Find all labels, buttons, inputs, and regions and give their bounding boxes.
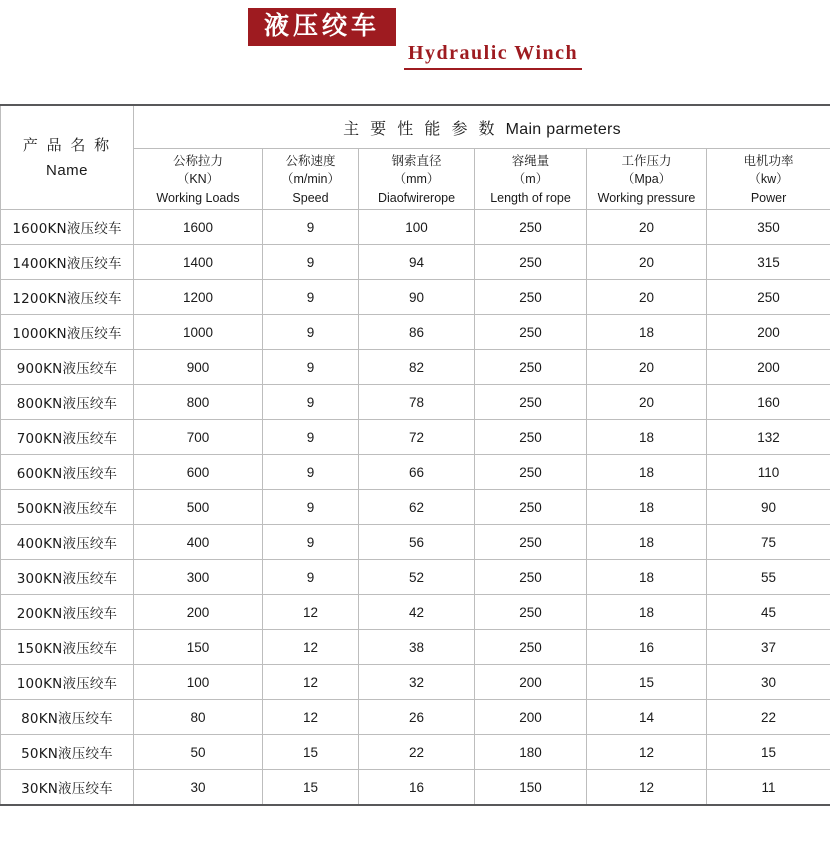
header-power-en: Power: [750, 190, 787, 205]
cell-product-name: 700KN液压绞车: [1, 420, 134, 455]
cell-product-name: 900KN液压绞车: [1, 350, 134, 385]
cell-product-name: 100KN液压绞车: [1, 665, 134, 700]
cell-speed: 12: [263, 595, 359, 630]
title-chinese-banner: [248, 8, 396, 46]
cell-speed: 9: [263, 210, 359, 245]
header-rope-diameter-cn: 钢索直径: [391, 152, 442, 168]
cell-rope-length: 250: [475, 245, 587, 280]
cell-rope-diameter: 90: [359, 280, 475, 315]
cell-working-loads: 30: [134, 770, 263, 806]
cell-working-pressure: 18: [587, 560, 707, 595]
cell-power: 45: [707, 595, 830, 630]
cell-working-loads: 300: [134, 560, 263, 595]
cell-power: 132: [707, 420, 830, 455]
cell-rope-length: 250: [475, 455, 587, 490]
cell-rope-length: 180: [475, 735, 587, 770]
cell-rope-length: 250: [475, 630, 587, 665]
cell-rope-diameter: 78: [359, 385, 475, 420]
header-speed: [263, 149, 359, 210]
header-product-name: [1, 105, 134, 210]
cell-product-name: 600KN液压绞车: [1, 455, 134, 490]
table-row: [1, 630, 830, 665]
cell-product-name: 200KN液压绞车: [1, 595, 134, 630]
header-rope-length-cn: 容绳量: [511, 152, 550, 168]
cell-power: 90: [707, 490, 830, 525]
cell-working-loads: 150: [134, 630, 263, 665]
header-product-name-cn: 产 品 名 称: [22, 135, 112, 154]
cell-product-name: 300KN液压绞车: [1, 560, 134, 595]
cell-product-name: 150KN液压绞车: [1, 630, 134, 665]
table-row: [1, 315, 830, 350]
cell-rope-diameter: 38: [359, 630, 475, 665]
cell-power: 11: [707, 770, 830, 806]
cell-working-pressure: 12: [587, 770, 707, 806]
table-row: [1, 700, 830, 735]
cell-rope-diameter: 82: [359, 350, 475, 385]
header-working-loads-unit: （KN）: [176, 171, 220, 186]
cell-speed: 9: [263, 350, 359, 385]
cell-power: 15: [707, 735, 830, 770]
cell-working-loads: 900: [134, 350, 263, 385]
cell-working-pressure: 12: [587, 735, 707, 770]
table-row: [1, 210, 830, 245]
header-power-unit: （kw）: [748, 171, 789, 186]
header-speed-en: Speed: [292, 190, 329, 205]
cell-working-pressure: 15: [587, 665, 707, 700]
cell-rope-diameter: 86: [359, 315, 475, 350]
cell-rope-length: 250: [475, 560, 587, 595]
header-power-cn: 电机功率: [743, 152, 794, 168]
cell-product-name: 1000KN液压绞车: [1, 315, 134, 350]
header-rope-length: [475, 149, 587, 210]
cell-rope-diameter: 94: [359, 245, 475, 280]
cell-working-loads: 700: [134, 420, 263, 455]
cell-power: 200: [707, 315, 830, 350]
cell-rope-length: 200: [475, 665, 587, 700]
header-rope-diameter-unit: （mm）: [393, 171, 440, 186]
cell-power: 350: [707, 210, 830, 245]
header-working-pressure-unit: （Mpa）: [621, 171, 672, 186]
cell-rope-diameter: 66: [359, 455, 475, 490]
header-product-name-en: Name: [45, 161, 88, 179]
header-main-parameters-en: Main parmeters: [505, 120, 621, 138]
table-header-row-top: [1, 105, 830, 149]
cell-rope-diameter: 62: [359, 490, 475, 525]
cell-rope-length: 250: [475, 595, 587, 630]
cell-working-pressure: 20: [587, 350, 707, 385]
spec-table: [0, 104, 830, 806]
cell-rope-diameter: 32: [359, 665, 475, 700]
cell-rope-diameter: 100: [359, 210, 475, 245]
cell-working-loads: 1400: [134, 245, 263, 280]
cell-working-loads: 800: [134, 385, 263, 420]
cell-speed: 9: [263, 315, 359, 350]
cell-working-pressure: 20: [587, 210, 707, 245]
cell-power: 250: [707, 280, 830, 315]
cell-rope-diameter: 16: [359, 770, 475, 806]
cell-working-loads: 80: [134, 700, 263, 735]
cell-product-name: 80KN液压绞车: [1, 700, 134, 735]
cell-speed: 9: [263, 455, 359, 490]
cell-working-pressure: 18: [587, 525, 707, 560]
cell-working-loads: 1200: [134, 280, 263, 315]
cell-working-pressure: 14: [587, 700, 707, 735]
cell-working-pressure: 20: [587, 280, 707, 315]
cell-rope-length: 200: [475, 700, 587, 735]
header-working-loads: [134, 149, 263, 210]
cell-working-pressure: 20: [587, 245, 707, 280]
header-rope-diameter-en: Diaofwirerope: [377, 190, 456, 205]
table-row: [1, 350, 830, 385]
header-working-loads-cn: 公称拉力: [172, 152, 223, 168]
cell-working-pressure: 18: [587, 595, 707, 630]
cell-speed: 15: [263, 735, 359, 770]
cell-working-loads: 200: [134, 595, 263, 630]
cell-working-pressure: 18: [587, 455, 707, 490]
cell-working-pressure: 18: [587, 420, 707, 455]
table-row: [1, 455, 830, 490]
cell-power: 160: [707, 385, 830, 420]
header-main-parameters: [134, 105, 830, 149]
cell-rope-length: 250: [475, 385, 587, 420]
cell-product-name: 400KN液压绞车: [1, 525, 134, 560]
header-rope-length-unit: （m）: [512, 171, 549, 186]
cell-rope-diameter: 52: [359, 560, 475, 595]
table-row: [1, 420, 830, 455]
cell-product-name: 800KN液压绞车: [1, 385, 134, 420]
cell-working-pressure: 20: [587, 385, 707, 420]
title-english-underline: [404, 42, 582, 70]
table-row: [1, 525, 830, 560]
header-rope-diameter: [359, 149, 475, 210]
cell-working-loads: 1600: [134, 210, 263, 245]
table-row: [1, 665, 830, 700]
header-power: [707, 149, 830, 210]
cell-working-loads: 500: [134, 490, 263, 525]
cell-product-name: 50KN液压绞车: [1, 735, 134, 770]
header-working-pressure-en: Working pressure: [597, 190, 696, 205]
cell-rope-diameter: 56: [359, 525, 475, 560]
cell-product-name: 500KN液压绞车: [1, 490, 134, 525]
header-speed-unit: （m/min）: [280, 171, 341, 186]
table-row: [1, 735, 830, 770]
header-rope-length-en: Length of rope: [490, 190, 571, 205]
cell-working-loads: 400: [134, 525, 263, 560]
cell-working-loads: 50: [134, 735, 263, 770]
header-working-pressure-cn: 工作压力: [621, 152, 672, 168]
cell-power: 55: [707, 560, 830, 595]
cell-power: 30: [707, 665, 830, 700]
cell-working-loads: 600: [134, 455, 263, 490]
cell-product-name: 1600KN液压绞车: [1, 210, 134, 245]
cell-rope-length: 250: [475, 490, 587, 525]
cell-product-name: 1200KN液压绞车: [1, 280, 134, 315]
table-row: [1, 280, 830, 315]
cell-speed: 12: [263, 700, 359, 735]
header-speed-cn: 公称速度: [285, 152, 336, 168]
cell-power: 200: [707, 350, 830, 385]
cell-speed: 12: [263, 665, 359, 700]
cell-rope-length: 250: [475, 350, 587, 385]
cell-working-loads: 100: [134, 665, 263, 700]
cell-speed: 9: [263, 385, 359, 420]
cell-speed: 12: [263, 630, 359, 665]
table-row: [1, 245, 830, 280]
cell-rope-length: 250: [475, 210, 587, 245]
cell-product-name: 30KN液压绞车: [1, 770, 134, 806]
table-row: [1, 560, 830, 595]
cell-speed: 9: [263, 560, 359, 595]
cell-speed: 9: [263, 420, 359, 455]
cell-rope-length: 250: [475, 280, 587, 315]
table-row: [1, 770, 830, 806]
cell-power: 315: [707, 245, 830, 280]
title-english-text: Hydraulic Winch: [408, 42, 579, 64]
cell-speed: 9: [263, 490, 359, 525]
table-row: [1, 595, 830, 630]
cell-power: 37: [707, 630, 830, 665]
cell-rope-length: 250: [475, 525, 587, 560]
cell-rope-length: 250: [475, 420, 587, 455]
header-working-loads-en: Working Loads: [156, 190, 240, 205]
cell-working-pressure: 18: [587, 315, 707, 350]
spec-table-wrapper: [0, 104, 830, 806]
cell-rope-diameter: 26: [359, 700, 475, 735]
cell-power: 110: [707, 455, 830, 490]
cell-rope-diameter: 42: [359, 595, 475, 630]
cell-working-pressure: 18: [587, 490, 707, 525]
cell-speed: 9: [263, 245, 359, 280]
header-working-pressure: [587, 149, 707, 210]
cell-working-pressure: 16: [587, 630, 707, 665]
cell-rope-diameter: 22: [359, 735, 475, 770]
table-row: [1, 385, 830, 420]
cell-speed: 9: [263, 525, 359, 560]
cell-working-loads: 1000: [134, 315, 263, 350]
cell-rope-diameter: 72: [359, 420, 475, 455]
header-main-parameters-cn: 主 要 性 能 参 数: [343, 118, 498, 138]
title-chinese-text: 液压绞车: [264, 11, 381, 40]
cell-product-name: 1400KN液压绞车: [1, 245, 134, 280]
cell-rope-length: 150: [475, 770, 587, 806]
cell-power: 75: [707, 525, 830, 560]
cell-rope-length: 250: [475, 315, 587, 350]
cell-speed: 9: [263, 280, 359, 315]
title-block: [0, 0, 830, 100]
cell-speed: 15: [263, 770, 359, 806]
table-row: [1, 490, 830, 525]
cell-power: 22: [707, 700, 830, 735]
